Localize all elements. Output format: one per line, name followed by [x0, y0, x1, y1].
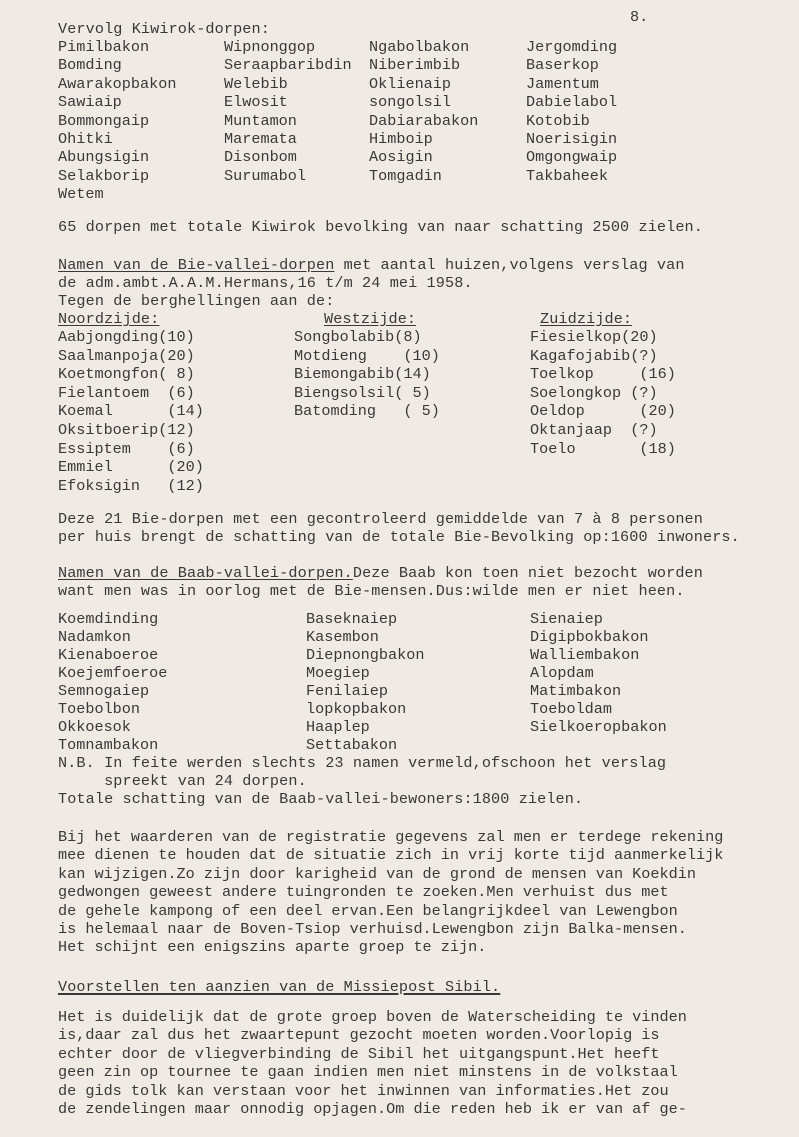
bie-report-line: de adm.ambt.A.A.M.Hermans,16 t/m 24 mei 1958.: [58, 274, 473, 292]
village-name: Nadamkon: [58, 628, 131, 646]
village-name: Moegiep: [306, 664, 370, 682]
village-name: Bomding: [58, 56, 122, 75]
kiwirok-heading: Vervolg Kiwirok-dorpen:: [58, 20, 270, 38]
village-entry: Oeldop (20): [530, 402, 676, 421]
village-entry: Biengsolsil( 5): [294, 383, 431, 402]
missiepost-paragraph: [58, 1008, 687, 1118]
kiwirok-summary: 65 dorpen met totale Kiwirok bevolking van naar schatting 2500 zielen.: [58, 218, 703, 236]
village-name: Abungsigin: [58, 148, 150, 167]
paragraph-line: kan wijzigen.Zo zijn door karigheid van de grond de mensen van Koekdin: [58, 864, 696, 883]
village-name: Haaplep: [306, 718, 370, 736]
page-number: 8.: [630, 8, 649, 26]
paragraph-line: Bij het waarderen van de registratie gegevens zal men er terdege rekening: [58, 828, 724, 846]
village-name: Jamentum: [526, 74, 599, 93]
village-entry: Songbolabib(8): [294, 328, 422, 346]
paragraph-line: gedwongen geweest andere tuingronden te zoeken.Men verhuist dus met: [58, 883, 669, 902]
village-name: songolsil: [369, 93, 452, 112]
noordzijde-list: [58, 328, 204, 495]
village-name: Aosigin: [369, 148, 433, 167]
paragraph-line: mee dienen te houden dat de situatie zich in vrij korte tijd aanmerkelijk: [58, 846, 724, 865]
paragraph-line: echter door de vliegverbinding de Sibil het uitgangspunt.Het heeft: [58, 1044, 660, 1063]
village-entry: Kagafojabib(?): [530, 346, 658, 365]
paragraph-line: de gehele kampong of een deel ervan.Een belangrijkdeel van Lewengbon: [58, 901, 678, 920]
bie-slopes-line: Tegen de berghellingen aan de:: [58, 292, 335, 310]
village-name: Elwosit: [224, 93, 288, 112]
village-name: Maremata: [224, 129, 297, 148]
westzijde-label: Westzijde:: [324, 310, 417, 328]
kiwirok-column-1: [58, 38, 176, 204]
village-name: Noerisigin: [526, 129, 618, 148]
bie-summary-line-1: Deze 21 Bie-dorpen met een gecontroleerd gemiddelde van 7 à 8 personen: [58, 510, 703, 528]
village-entry: Batomding ( 5): [294, 402, 440, 421]
baab-nb-line-2: spreekt van 24 dorpen.: [58, 772, 307, 790]
village-name: Himboip: [369, 129, 433, 148]
village-name: Bommongaip: [58, 111, 150, 130]
village-name: Baserkop: [526, 56, 599, 75]
village-name: Digipbokbakon: [530, 628, 649, 646]
bie-heading-rest: met aantal huizen,volgens verslag van: [334, 256, 685, 274]
baab-column-2: [306, 610, 424, 754]
village-entry: Oksitboerip(12): [58, 420, 195, 439]
village-name: Sielkoeropbakon: [530, 718, 667, 736]
village-name: Tomnambakon: [58, 736, 159, 754]
village-name: Koejemfoeroe: [58, 664, 168, 682]
village-name: Oklienaip: [369, 74, 452, 93]
village-entry: Biemongabib(14): [294, 365, 431, 384]
village-name: Awarakopbakon: [58, 74, 177, 93]
village-name: Omgongwaip: [526, 148, 618, 167]
zuidzijde-label: Zuidzijde:: [540, 310, 633, 328]
village-name: Alopdam: [530, 664, 594, 682]
westzijde-list: [294, 328, 440, 421]
paragraph-line: de gids tolk kan verstaan voor het inwinnen van informaties.Het zou: [58, 1081, 669, 1100]
village-name: Matimbakon: [530, 682, 622, 700]
village-name: Ohitki: [58, 129, 113, 148]
paragraph-line: Het schijnt een enigszins aparte groep te zijn.: [58, 938, 487, 957]
village-entry: Saalmanpoja(20): [58, 346, 195, 365]
village-name: Wipnonggop: [224, 38, 316, 56]
village-entry: Essiptem (6): [58, 439, 195, 458]
village-entry: Fielantoem (6): [58, 383, 195, 402]
baab-column-1: [58, 610, 167, 754]
village-name: Niberimbib: [369, 56, 461, 75]
missiepost-heading: Voorstellen ten aanzien van de Missiepost Sibil.: [58, 978, 501, 996]
village-name: Wetem: [58, 185, 104, 204]
kiwirok-column-4: [526, 38, 617, 185]
paragraph-line: Het is duidelijk dat de grote groep boven de Waterscheiding te vinden: [58, 1008, 687, 1026]
baab-war-line: want men was in oorlog met de Bie-mensen.Dus:wilde men er niet heen.: [58, 582, 685, 600]
baab-total: Totale schatting van de Baab-vallei-bewoners:1800 zielen.: [58, 790, 584, 808]
village-name: Okkoesok: [58, 718, 131, 736]
village-name: Diepnongbakon: [306, 646, 425, 664]
village-entry: Efoksigin (12): [58, 476, 204, 495]
village-entry: Soelongkop (?): [530, 383, 658, 402]
baab-nb-line-1: N.B. In feite werden slechts 23 namen vermeld,ofschoon het verslag: [58, 754, 667, 772]
village-name: Surumabol: [224, 166, 307, 185]
village-name: Jergomding: [526, 38, 618, 56]
village-entry: Fiesielkop(20): [530, 328, 658, 346]
village-name: Dabiarabakon: [369, 111, 479, 130]
village-entry: Koetmongfon( 8): [58, 365, 195, 384]
baab-heading-rest: Deze Baab kon toen niet bezocht worden: [352, 564, 703, 582]
village-name: Ngabolbakon: [369, 38, 470, 56]
bie-heading: [58, 256, 685, 274]
village-name: Dabielabol: [526, 93, 618, 112]
paragraph-line: geen zin op tournee te gaan indien men niet minstens in de volkstaal: [58, 1063, 678, 1082]
village-name: Semnogaiep: [58, 682, 150, 700]
village-name: Tomgadin: [369, 166, 442, 185]
village-name: Toebolbon: [58, 700, 141, 718]
village-name: Pimilbakon: [58, 38, 150, 56]
village-name: Muntamon: [224, 111, 297, 130]
village-name: Kienaboeroe: [58, 646, 159, 664]
baab-column-3: [530, 610, 667, 736]
baab-heading-title: Namen van de Baab-vallei-dorpen.: [58, 564, 353, 582]
village-entry: Oktanjaap (?): [530, 420, 658, 439]
village-name: Toeboldam: [530, 700, 613, 718]
registratie-paragraph: [58, 828, 723, 957]
bie-heading-title: Namen van de Bie-vallei-dorpen: [58, 256, 335, 274]
village-name: Kasembon: [306, 628, 379, 646]
village-name: Koemdinding: [58, 610, 159, 628]
village-name: Sienaiep: [530, 610, 603, 628]
village-entry: Toelkop (16): [530, 365, 676, 384]
village-name: Sawiaip: [58, 93, 122, 112]
village-entry: Koemal (14): [58, 402, 204, 421]
village-name: Walliembakon: [530, 646, 640, 664]
village-name: Takbaheek: [526, 166, 609, 185]
village-name: Disonbom: [224, 148, 297, 167]
paragraph-line: is helemaal naar de Boven-Tsiop verhuisd.Lewengbon zijn Balka-mensen.: [58, 919, 687, 938]
village-name: lopkopbakon: [306, 700, 407, 718]
village-name: Welebib: [224, 74, 288, 93]
village-name: Settabakon: [306, 736, 398, 754]
kiwirok-column-3: [369, 38, 478, 185]
village-name: Baseknaiep: [306, 610, 398, 628]
village-entry: Toelo (18): [530, 439, 676, 458]
bie-summary-line-2: per huis brengt de schatting van de totale Bie-Bevolking op:1600 inwoners.: [58, 528, 740, 546]
village-entry: Motdieng (10): [294, 346, 440, 365]
baab-heading: [58, 564, 703, 582]
village-name: Seraapbaribdin: [224, 56, 352, 75]
paragraph-line: de zendelingen maar onnodig opjagen.Om die reden heb ik er van af ge-: [58, 1099, 687, 1118]
paragraph-line: is,daar zal dus het zwaartepunt gezocht moeten worden.Voorlopig is: [58, 1026, 660, 1045]
village-name: Fenilaiep: [306, 682, 389, 700]
village-name: Kotobib: [526, 111, 590, 130]
zuidzijde-list: [530, 328, 676, 458]
village-entry: Emmiel (20): [58, 458, 204, 477]
noordzijde-label: Noordzijde:: [58, 310, 160, 328]
village-entry: Aabjongding(10): [58, 328, 195, 346]
village-name: Selakborip: [58, 166, 150, 185]
kiwirok-column-2: [224, 38, 352, 185]
